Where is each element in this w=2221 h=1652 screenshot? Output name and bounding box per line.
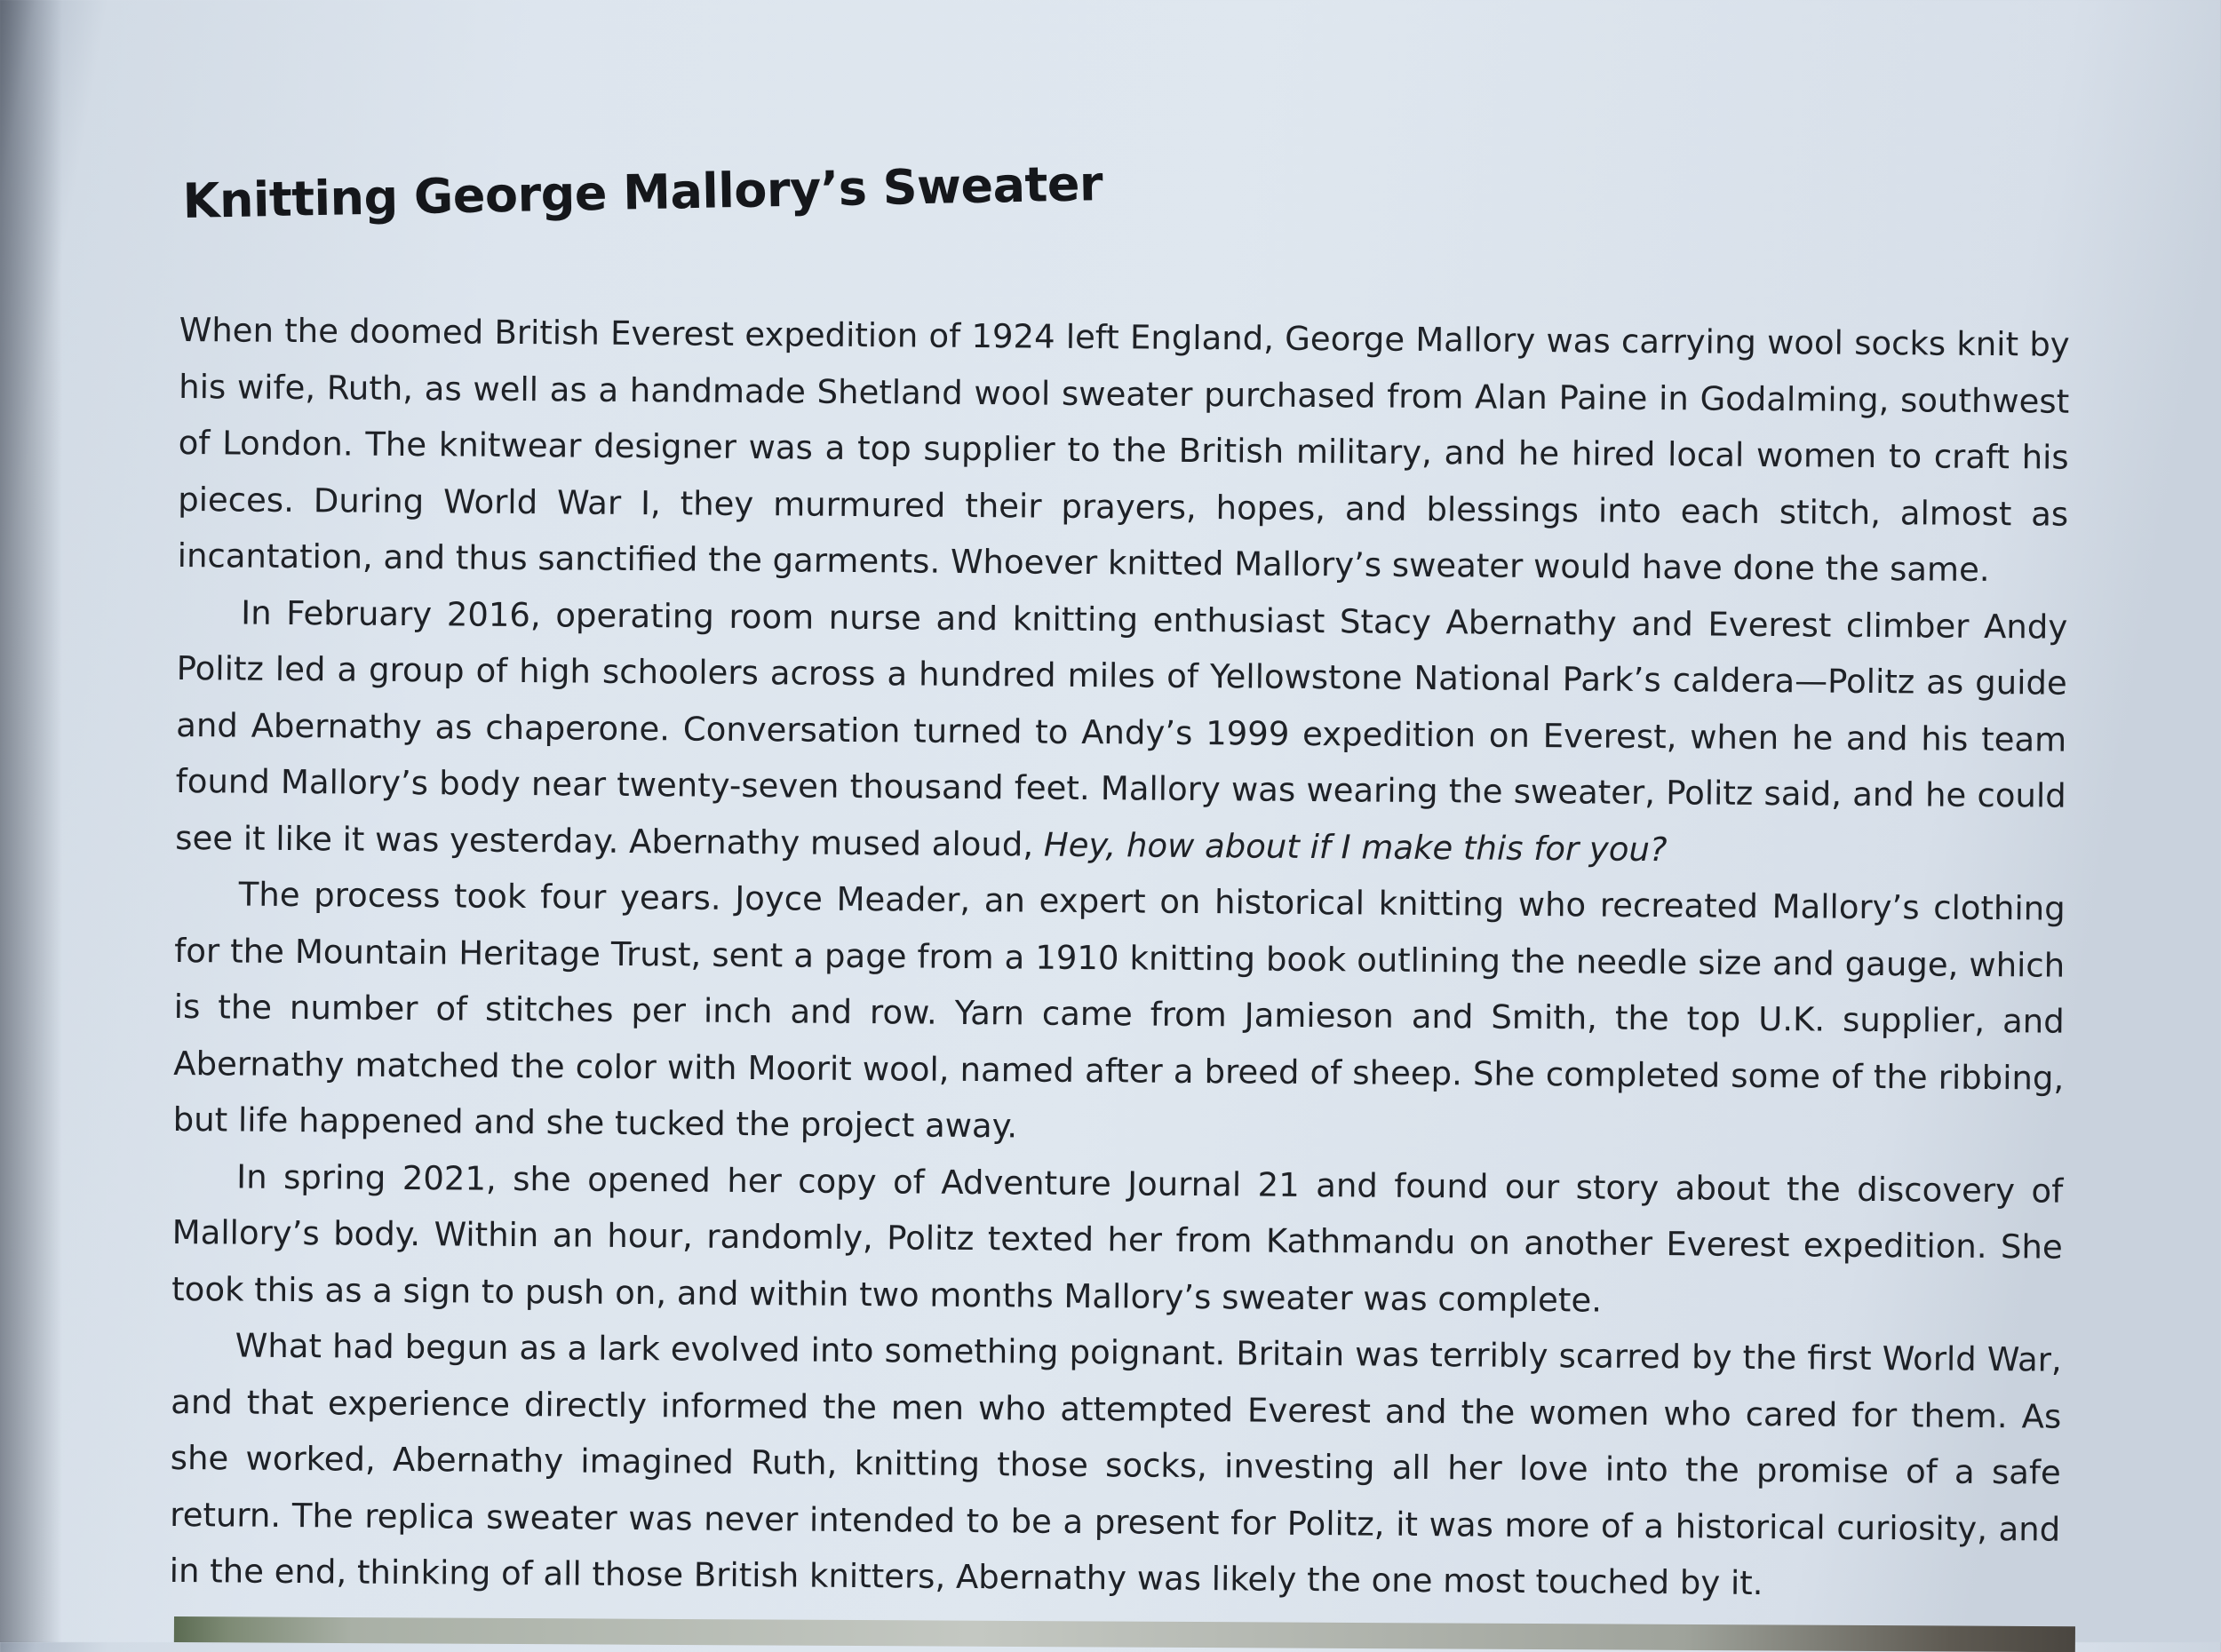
book-spine-shadow xyxy=(0,0,62,1642)
photo-edge xyxy=(174,1616,2075,1652)
article-paragraph-1: When the doomed British Everest expedition of 1924 left England, George Mallory was carrying wool socks knit by his wife, Ruth, as well as a handmade Shetland wool sweater purchased from Alan Paine in Godalming, southwest of London. The knitwear designer was a top supplier to the British military, and he hired local women to craft his pieces. During World War I, they murmured their prayers, hopes, and blessings into each stitch, almost as incantation, and thus sanctified the garments. Whoever knitted Mallory’s sweater would have done the same. xyxy=(177,310,2070,590)
article-paragraph-5: What had begun as a lark evolved into something poignant. Britain was terribly scarred by the first World War, and that experience directly informed the men who attempted Everest and the women who cared for them. As she worked, Abernathy imagined Ruth, knitting those socks, investing all her love into the promise of a safe return. The replica sweater was never intended to be a present for Politz, it was more of a historical curiosity, and in the end, thinking of all those British knitters, Abernathy was likely the one most touched by it. xyxy=(169,1326,2062,1603)
paragraph-2-text: In February 2016, operating room nurse and knitting enthusiast Stacy Abernathy and Everest climber Andy Politz led a group of high schoolers across a hundred miles of Yellowstone National Park’s caldera—Politz as guide and Abernathy as chaperone. Conversation turned to Andy’s 1999 expedition on Everest, when he and his team found Mallory’s body near twenty-seven thousand feet. Mallory was wearing the sweater, Politz said, and he could see it like it was yesterday. Abernathy mused aloud, xyxy=(175,593,2068,864)
article-paragraph-2 xyxy=(175,584,2067,880)
article-body xyxy=(170,302,2070,1614)
article-title: Knitting George Mallory’s Sweater xyxy=(182,155,1103,229)
article-paragraph-3: The process took four years. Joyce Meader, an expert on historical knitting who recreated Mallory’s clothing for the Mountain Heritage Trust, sent a page from a 1910 knitting book outlining the needle size and gauge, which is the number of stitches per inch and row. Yarn came from Jamieson and Smith, the top U.K. supplier, and Abernathy matched the color with Moorit wool, named after a breed of sheep. She completed some of the ribbing, but life happened and she tucked the project away. xyxy=(172,875,2066,1146)
article-paragraph-4: In spring 2021, she opened her copy of Adventure Journal 21 and found our story about the discovery of Mallory’s body. Within an hour, randomly, Politz texted her from Kathmandu on another Everest expedition. She took this as a sign to push on, and within two months Mallory’s sweater was complete. xyxy=(171,1157,2064,1320)
italic-quote: Hey, how about if I make this for you? xyxy=(1043,825,1668,869)
